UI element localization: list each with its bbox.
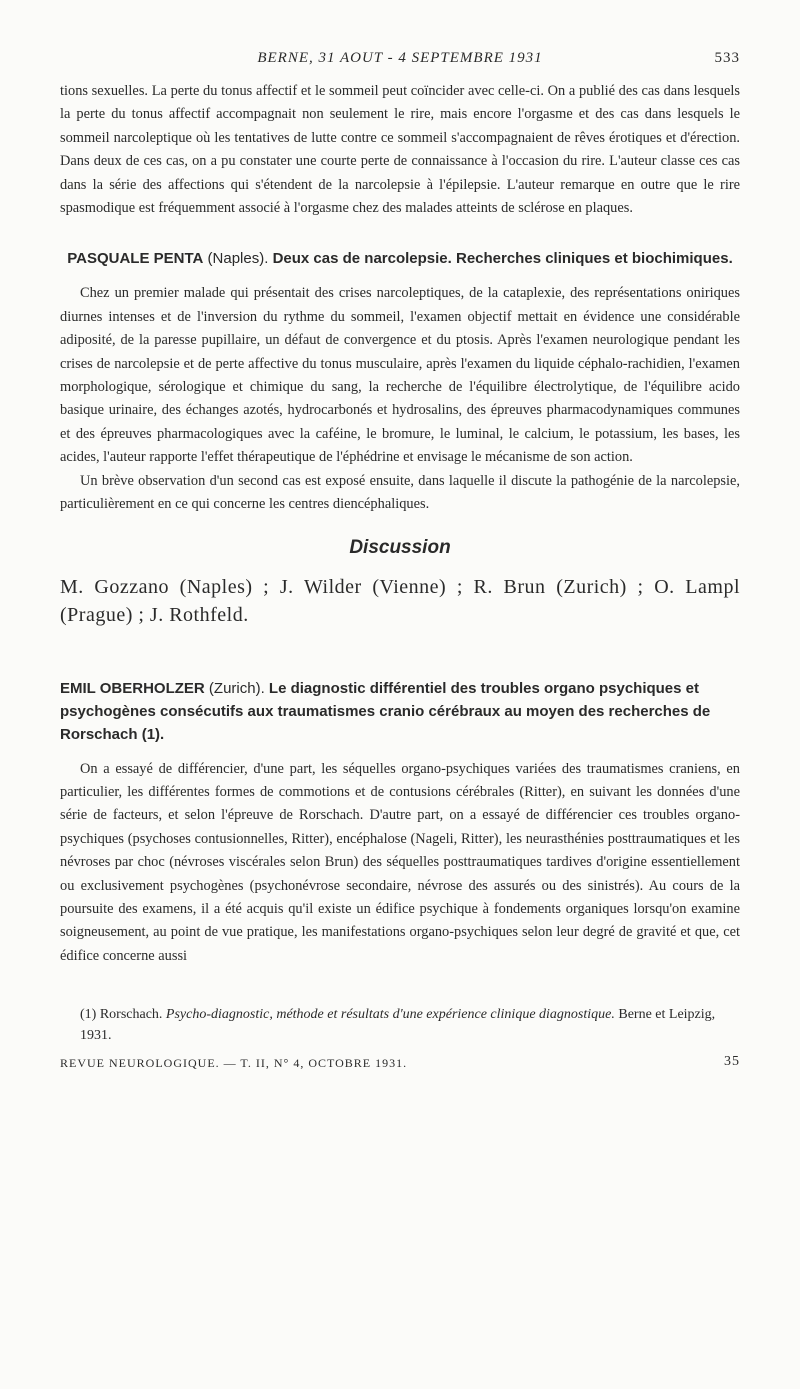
page <box>60 50 740 1074</box>
footnote-marker: (1) <box>80 1007 97 1023</box>
abstract-location: (Zurich). <box>208 679 265 697</box>
discussion-heading: Discussion <box>349 536 451 558</box>
intro-paragraph: tions sexuelles. La perte du tonus affectif et le sommeil peut coïncider avec celle-ci. On a publié des cas dans lesquels la perte du tonus affectif accompagnait non seulement le rire, mais encore l'orgasme et des cas dans lesquels le sommeil narcoleptique où les tentatives de lutte contre ce sommeil s'accompagnaient de rêves érotiques et d'érection. Dans deux de ces cas, on a pu constater une courte perte de connaissance à l'occasion du rire. L'auteur classe ces cas dans la série des affections qui s'étendent de la narcolepsie à l'épilepsie. L'auteur remarque en outre que le rire spasmodique est fréquemment associé à l'orgasme chez des malades atteints de sclérose en plaques. <box>60 83 740 217</box>
footnote-citation: Psycho-diagnostic, méthode et résultats d'une expérience clinique diagnostique. <box>165 1007 615 1023</box>
abstract-author: PASQUALE PENTA <box>67 250 204 268</box>
abstract-paragraph: Chez un premier malade qui présentait des crises narcoleptiques, de la cataplexie, des représentations oniriques diurnes intenses et de l'inversion du rythme du sommeil, l'examen objectif mettait en évidence une considérable adiposité, de la paresse pupillaire, un défaut de convergence et du ptosis. Après l'examen neurologique pendant les crises de narcolepsie et de perte affective du tonus musculaire, après l'examen du liquide céphalo-rachidien, l'examen morphologique, sérologique et chimique du sang, la recherche de l'équilibre électrolytique, de l'équilibre acido basique urinaire, des échanges azotés, hydrocarbonés et hydrosalins, des épreuves pharmacodynamiques communes et des épreuves pharmacologiques avec la caféine, le bromure, le luminal, le calcium, le potassium, les bases, les acides, l'auteur rapporte l'effet thérapeutique de l'éphédrine et envisage le mécanisme de son action. <box>60 285 740 466</box>
page-footer <box>60 1052 740 1074</box>
running-title: BERNE, 31 AOUT - 4 SEPTEMBRE 1931 <box>257 50 543 66</box>
abstract-heading-penta <box>60 248 740 270</box>
abstract-paragraph: On a essayé de différencier, d'une part, les séquelles organo-psychiques variées des traumatismes craniens, en particulier, les différentes formes de commotions et de contusions cérébrales (Ritter), en suivant les données d'une série de facteurs, et selon l'épreuve de Rorschach. D'autre part, on a essayé de différencier ces troubles organo-psychiques (psychoses contusionnelles, Ritter), encéphalose (Nageli, Ritter), les neurasthénies posttraumatiques et les névroses par choc (névroses viscérales selon Brun) des séquelles posttraumatiques tardives d'origine essentiellement ou exclusivement psychogènes (psychonévrose secondaire, névrose des assurés ou des sinistrés). Au cours de la poursuite des examens, il a été acquis qu'il existe un édifice psychique à fondements organiques lorsqu'on examine soigneusement, au point de vue pratique, les manifestations organo-psychiques selon leur degré de gravité et que, cet édifice concerne aussi <box>60 760 740 964</box>
abstract-author: EMIL OBERHOLZER <box>60 679 205 697</box>
abstract-title: Le diagnostic différentiel des troubles organo psychiques et psychogènes consécutifs aux traumatismes cranio cérébraux au moyen des recherches de Rorschach (1). <box>60 679 711 743</box>
abstract-heading-oberholzer <box>60 677 740 746</box>
abstract-location: (Naples). <box>207 250 269 268</box>
discussion-participants: M. Gozzano (Naples) ; J. Wilder (Vienne) ; R. Brun (Zurich) ; O. Lampl (Prague) ; J. Rothfeld. <box>60 575 740 626</box>
page-header <box>60 50 740 80</box>
footnote-publisher: Berne et Leipzig, 1931. <box>80 1007 716 1044</box>
abstract-paragraph: Un brève observation d'un second cas est exposé ensuite, dans laquelle il discute la pathogénie de la narcolepsie, particulièrement en ce qui concerne les centres diencéphaliques. <box>60 472 740 513</box>
footnote-author: Rorschach. <box>99 1007 163 1023</box>
folio-number: 35 <box>724 1054 740 1070</box>
footnote <box>60 1004 740 1046</box>
abstract-title: Deux cas de narcolepsie. Recherches cliniques et biochimiques. <box>272 250 733 268</box>
journal-reference: REVUE NEUROLOGIQUE. — T. II, N° 4, OCTOBRE 1931. <box>60 1056 408 1071</box>
page-number: 533 <box>714 50 740 66</box>
